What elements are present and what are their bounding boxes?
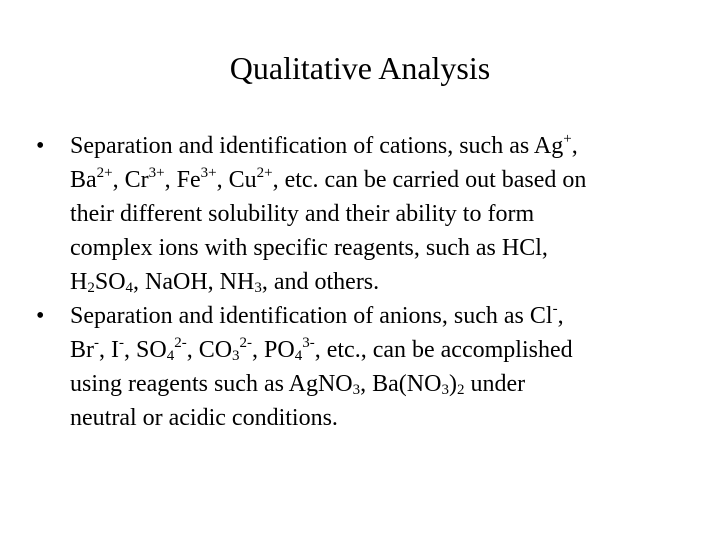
bullet-dot-icon: • [36, 133, 45, 159]
subscript: 3 [352, 382, 361, 398]
bullet-list [36, 129, 696, 435]
subscript: 3 [232, 348, 240, 364]
bullet-line: their different solubility and their ability to form [70, 201, 535, 227]
superscript: + [563, 131, 572, 147]
superscript: 2- [174, 335, 187, 351]
bullet-line: neutral or acidic conditions. [70, 405, 338, 431]
bullet-line: Separation and identification of anions, such as Cl-, [70, 301, 564, 329]
subscript: 2 [87, 280, 95, 296]
superscript: 2- [239, 335, 253, 351]
subscript: 2 [456, 382, 465, 398]
superscript: 3- [302, 335, 315, 351]
slide-title: Qualitative Analysis [229, 50, 491, 86]
subscript: 3 [441, 382, 449, 398]
superscript: - [119, 335, 124, 351]
bullet-text [70, 129, 696, 299]
bullet-line: complex ions with specific reagents, such as HCl, [70, 235, 548, 261]
subscript: 4 [166, 348, 175, 364]
bullet-line: $Ba^{2+}$, $Cr^{3+}$, $Fe^{3+}$, $Cu^{2+}$, etc. can be carried out based on [70, 165, 587, 193]
superscript: - [552, 301, 558, 317]
subscript: 4 [294, 348, 303, 364]
bullet-item-anions [36, 299, 696, 435]
bullet-text [70, 299, 696, 435]
superscript: 2+ [96, 165, 113, 181]
subscript: 4 [125, 280, 134, 296]
superscript: 2+ [256, 165, 273, 181]
bullet-line: Separation and identification of cations, such as Ag+, [70, 131, 578, 159]
bullet-dot-icon: • [36, 303, 45, 329]
bullet-item-cations [36, 129, 696, 299]
subscript: 3 [254, 280, 262, 296]
bullet-line: Br-, I-, $SO_4^{2-}$, $CO_3^{2-}$, $PO_4^{3-}$, etc., can be accomplished [70, 335, 573, 364]
bullet-line: $H_2SO_4$, NaOH, $NH_3$, and others. [70, 269, 380, 296]
bullet-line: using reagents such as AgNO$_3$, $Ba(NO_3)_2$ under [70, 371, 526, 398]
superscript: - [94, 335, 99, 351]
superscript: 3+ [148, 165, 165, 181]
superscript: 3+ [200, 165, 217, 181]
